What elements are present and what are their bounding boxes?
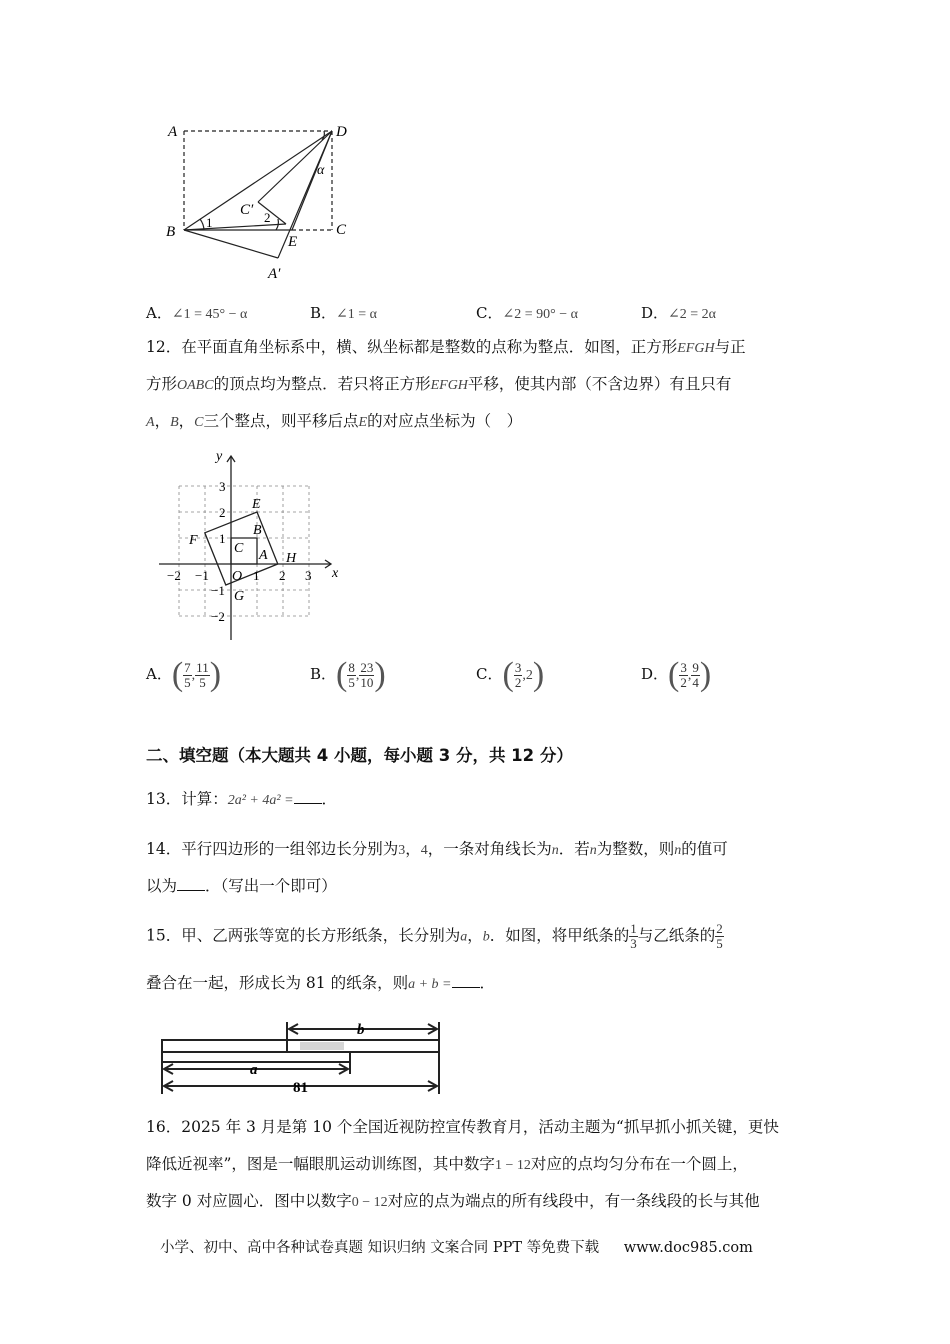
figure-q11-rectangle-fold (160, 118, 360, 290)
q12-option-d[interactable] (641, 656, 711, 694)
whole-number: 2 (525, 668, 533, 683)
option-letter: D． (641, 304, 669, 322)
answer-blank[interactable] (294, 789, 322, 804)
q12-line-2 (146, 373, 731, 397)
q16-text: 对应的点均匀分布在一个圆上， (530, 1155, 748, 1173)
axis-y-label: y (216, 449, 223, 464)
y-tick: 3 (219, 479, 226, 494)
q14-text: ， (405, 840, 421, 858)
label-a: a (250, 1062, 258, 1078)
paren-right: ) (699, 656, 712, 693)
blurred-overlap (300, 1042, 344, 1050)
q14-math: 3 (398, 843, 406, 858)
paren-left: ( (336, 656, 348, 693)
paren-right: ) (374, 656, 386, 693)
q14-math: n (551, 843, 559, 858)
option-letter: C． (476, 665, 503, 683)
q15-line-2 (146, 972, 495, 996)
label-angle-2: 2 (264, 210, 271, 225)
y-tick: −1 (211, 583, 225, 598)
q14-text: 以为 (146, 877, 178, 895)
q16-math: 1 − 12 (494, 1158, 531, 1173)
q14-line-2 (146, 875, 337, 897)
fraction (183, 661, 192, 690)
denominator: 2 (680, 674, 687, 690)
answer-blank[interactable] (177, 876, 205, 891)
label-b: b (357, 1022, 365, 1038)
q12-text: 12．在平面直角坐标系中，横、纵坐标都是整数的点称为整点．如图，正方形 (146, 338, 678, 356)
q11-option-d[interactable] (641, 302, 716, 323)
q12-option-b[interactable] (310, 656, 386, 694)
option-letter: B． (310, 665, 337, 683)
numerator: 23 (360, 659, 374, 675)
q15-text: ． (479, 974, 496, 992)
q12-math: B (170, 415, 179, 430)
y-tick: 1 (219, 531, 226, 546)
q12-math: A (146, 415, 155, 430)
label-alpha: α (317, 163, 325, 178)
label-E: E (288, 234, 298, 250)
comma: , (355, 668, 360, 683)
comma: , (687, 668, 692, 683)
numerator: 3 (680, 659, 687, 675)
q14-math: n (589, 843, 597, 858)
q12-math: E (358, 415, 368, 430)
q16-line-3 (146, 1190, 760, 1214)
denominator: 5 (348, 674, 355, 690)
q12-text: 的对应点坐标为（ ） (367, 412, 523, 430)
figure-q12-coordinate-grid (155, 448, 345, 644)
paren-left: ( (668, 656, 680, 693)
q15-text: 15．甲、乙两张等宽的长方形纸条，长分别为 (146, 926, 461, 945)
q16-text: 数字 0 对应圆心．图中以数字 (146, 1192, 352, 1210)
denominator: 2 (514, 674, 522, 690)
q12-line-1 (146, 336, 746, 360)
q12-option-a[interactable] (146, 656, 221, 694)
q13-text: ． (321, 790, 338, 808)
paren-right: ) (532, 656, 545, 693)
q14-text: ．（写出一个即可） (205, 877, 337, 895)
fraction (359, 661, 374, 690)
paren-left: ( (502, 656, 514, 693)
q11-option-c[interactable] (476, 302, 578, 323)
numerator: 9 (692, 659, 699, 675)
fraction (679, 661, 688, 690)
q13 (146, 788, 337, 812)
denominator: 10 (360, 674, 374, 690)
footer-text: 小学、初中、高中各种试卷真题 知识归纳 文案合同 PPT 等免费下载 (160, 1240, 600, 1256)
point-H: H (286, 551, 297, 566)
q12-text: ， (178, 412, 195, 430)
numerator: 8 (348, 659, 355, 675)
q14-math: n (674, 843, 682, 858)
q14-text: 为整数，则 (596, 840, 675, 858)
q16-line-2 (146, 1153, 748, 1177)
page-footer (160, 1236, 753, 1257)
label-C: C (336, 222, 347, 238)
q16-line-1: 16．2025 年 3 月是第 10 个全国近视防控宣传教育月，活动主题为“抓早抓小抓关键，更快 (146, 1118, 779, 1136)
x-tick: −2 (167, 568, 181, 583)
q12-text: 三个整点，则平移后点 (203, 412, 359, 430)
q14-text: ．若 (558, 840, 590, 858)
denominator: 5 (716, 936, 723, 951)
q15-math: a + b = (408, 977, 452, 992)
fraction (195, 661, 210, 690)
label-A: A (168, 124, 178, 140)
option-expr: ∠1 = α (336, 307, 377, 322)
q11-option-a[interactable] (146, 302, 247, 323)
q14-text: 14．平行四边形的一组邻边长分别为 (146, 840, 399, 858)
x-tick: 2 (279, 568, 286, 583)
point-F: F (189, 533, 198, 548)
label-81: 81 (293, 1080, 308, 1094)
q14-math: 4 (420, 843, 428, 858)
q12-line-3 (146, 410, 522, 434)
q16-text: 降低近视率”，图是一幅眼肌运动训练图，其中数字 (146, 1155, 495, 1173)
point-A: A (259, 548, 268, 563)
label-angle-1: 1 (206, 215, 213, 230)
numerator: 1 (630, 921, 637, 936)
q12-text: 与正 (714, 338, 746, 356)
y-tick: 2 (219, 505, 226, 520)
paren-right: ) (209, 656, 222, 693)
label-B: B (166, 224, 176, 240)
numerator: 2 (716, 921, 723, 936)
q12-math: OABC (177, 378, 214, 393)
label-C-prime: C′ (240, 202, 254, 218)
point-B: B (253, 523, 262, 538)
denominator: 3 (630, 936, 637, 951)
option-letter: A． (146, 304, 172, 322)
q12-text: ， (154, 412, 171, 430)
option-expr: ∠1 = 45° − α (171, 307, 248, 322)
denominator: 5 (184, 674, 191, 690)
q12-text: 平移，使其内部（不含边界）有且只有 (467, 375, 732, 393)
fraction (347, 661, 356, 690)
fraction (715, 922, 724, 951)
numerator: 11 (196, 659, 209, 675)
q12-math: C (194, 415, 204, 430)
q12-math: EFGH (430, 378, 468, 393)
answer-blank[interactable] (452, 973, 480, 988)
q12-option-c[interactable] (476, 656, 544, 694)
point-E: E (252, 497, 261, 512)
numerator: 7 (184, 659, 191, 675)
paren-left: ( (171, 656, 184, 693)
q15-text: ， (467, 926, 483, 945)
y-tick: −2 (211, 609, 225, 624)
axis-x-label: x (332, 566, 339, 581)
comma: , (522, 668, 526, 683)
q15-text: 与乙纸条的 (637, 926, 716, 945)
footer-link[interactable]: www.doc985.com (623, 1240, 753, 1256)
q14-text: ，一条对角线长为 (427, 840, 552, 858)
option-letter: A． (146, 665, 172, 683)
q14-text: 的值可 (681, 840, 728, 858)
point-C: C (234, 541, 244, 556)
q15-math: a (460, 929, 468, 945)
q15-text: 叠合在一起，形成长为 81 的纸条，则 (146, 974, 409, 992)
option-letter: C． (476, 304, 503, 322)
q15-text: ．如图，将甲纸条的 (489, 926, 630, 945)
denominator: 5 (199, 674, 206, 690)
fraction (691, 661, 700, 690)
x-tick: 3 (305, 568, 312, 583)
option-letter: D． (641, 665, 669, 683)
q13-text: 13．计算： (146, 790, 228, 808)
option-expr: ∠2 = 2α (668, 307, 716, 322)
q12-text: 方形 (146, 375, 178, 393)
q15-line-1 (146, 922, 724, 951)
option-expr: ∠2 = 90° − α (502, 307, 578, 322)
x-tick: −1 (195, 568, 209, 583)
q14-line-1 (146, 838, 728, 862)
origin-label: O (232, 569, 243, 584)
option-letter: B． (310, 304, 337, 322)
figure-q15-paper-strips (158, 1018, 448, 1094)
numerator: 3 (514, 659, 522, 675)
q11-option-b[interactable] (310, 302, 377, 323)
q16-math: 0 − 12 (351, 1195, 388, 1210)
q12-math: EFGH (677, 341, 715, 356)
label-D: D (336, 124, 347, 140)
q13-math: 2a² + 4a² = (227, 793, 294, 808)
x-tick: 1 (253, 568, 260, 583)
q15-math: b (482, 929, 490, 945)
label-A-prime: A′ (268, 266, 281, 282)
q12-text: 的顶点均为整点．若只将正方形 (213, 375, 431, 393)
q16-text: 对应的点为端点的所有线段中，有一条线段的长与其他 (387, 1192, 760, 1210)
point-G: G (234, 589, 245, 604)
denominator: 4 (692, 674, 699, 690)
comma: , (191, 668, 196, 683)
fraction (629, 922, 638, 951)
section-heading: 二、填空题（本大题共 4 小题，每小题 3 分，共 12 分） (146, 746, 573, 765)
